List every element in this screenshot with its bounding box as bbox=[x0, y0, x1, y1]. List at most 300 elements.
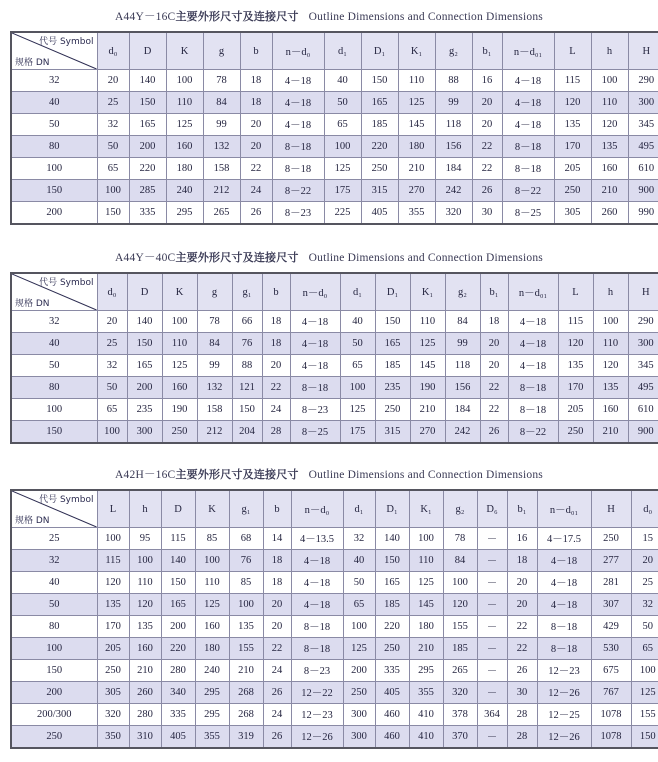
table-cell: 22 bbox=[480, 399, 508, 421]
table-cell: 140 bbox=[375, 528, 409, 550]
table-title-cn-1: 主要外形尺寸及连接尺寸 bbox=[175, 10, 299, 23]
table-cell: 4－18 bbox=[290, 311, 340, 333]
table-cell: 355 bbox=[409, 682, 443, 704]
table-cell: 8－22 bbox=[502, 180, 554, 202]
table-cell: 265 bbox=[443, 660, 477, 682]
table-cell: 18 bbox=[507, 550, 537, 572]
row-spec-dn: 200/300 bbox=[11, 704, 97, 726]
table-cell: 50 bbox=[631, 616, 658, 638]
table-cell: 265 bbox=[203, 202, 240, 225]
table-cell: 100 bbox=[97, 421, 127, 444]
table-cell: 8－25 bbox=[290, 421, 340, 444]
table-row bbox=[11, 114, 658, 136]
row-spec-dn: 100 bbox=[11, 158, 97, 180]
table-cell: 4－18 bbox=[272, 70, 324, 92]
table-cell: 378 bbox=[443, 704, 477, 726]
table-cell: 8－18 bbox=[508, 399, 558, 421]
table-cell: － bbox=[477, 726, 507, 749]
table-cell: 26 bbox=[240, 202, 272, 225]
table-cell: 18 bbox=[262, 311, 290, 333]
table-cell: 22 bbox=[262, 377, 290, 399]
table-cell: 18 bbox=[240, 92, 272, 114]
table-cell: 335 bbox=[375, 660, 409, 682]
table-row bbox=[11, 180, 658, 202]
table-cell: 20 bbox=[263, 594, 291, 616]
table-row bbox=[11, 202, 658, 225]
table-cell: 315 bbox=[375, 421, 410, 444]
table-cell: 20 bbox=[240, 136, 272, 158]
table-cell: 250 bbox=[375, 638, 409, 660]
table-cell: 22 bbox=[472, 136, 502, 158]
table-cell: 125 bbox=[195, 594, 229, 616]
table-cell: 1078 bbox=[591, 726, 631, 749]
row-spec-dn: 100 bbox=[11, 399, 97, 421]
table-cell: 675 bbox=[591, 660, 631, 682]
column-header: g₂ bbox=[443, 490, 477, 528]
table-title-en-1: Outline Dimensions and Connection Dimensions bbox=[308, 11, 543, 23]
dimensions-table-2 bbox=[10, 272, 658, 444]
column-header: n－d₀₁ bbox=[508, 273, 558, 311]
table-cell: 8－18 bbox=[291, 638, 343, 660]
column-header: n－d₀ bbox=[290, 273, 340, 311]
table-cell: 305 bbox=[97, 682, 129, 704]
table-section-2 bbox=[0, 225, 658, 444]
header-row bbox=[11, 273, 658, 311]
table-cell: 26 bbox=[507, 660, 537, 682]
table-cell: 155 bbox=[229, 638, 263, 660]
column-header: D bbox=[127, 273, 162, 311]
table-cell: 20 bbox=[480, 355, 508, 377]
table-cell: 20 bbox=[262, 355, 290, 377]
column-header: K bbox=[162, 273, 197, 311]
table-cell: 76 bbox=[232, 333, 262, 355]
table-cell: 50 bbox=[340, 333, 375, 355]
table-cell: 32 bbox=[97, 114, 129, 136]
table-cell: 158 bbox=[203, 158, 240, 180]
row-spec-dn: 80 bbox=[11, 377, 97, 399]
table-cell: 24 bbox=[263, 660, 291, 682]
table-cell: 8－18 bbox=[272, 158, 324, 180]
table-cell: － bbox=[477, 616, 507, 638]
table-cell: 18 bbox=[480, 311, 508, 333]
table-cell: 20 bbox=[472, 92, 502, 114]
table-cell: 160 bbox=[162, 377, 197, 399]
table-row bbox=[11, 70, 658, 92]
table-cell: 8－22 bbox=[508, 421, 558, 444]
table-cell: 364 bbox=[477, 704, 507, 726]
table-cell: 320 bbox=[443, 682, 477, 704]
table-row bbox=[11, 355, 658, 377]
table-cell: 200 bbox=[127, 377, 162, 399]
table-cell: 184 bbox=[435, 158, 472, 180]
table-section-3 bbox=[0, 444, 658, 749]
column-header: d₀ bbox=[631, 490, 658, 528]
table-head-1 bbox=[11, 32, 658, 70]
table-cell: 160 bbox=[593, 399, 628, 421]
table-cell: 335 bbox=[161, 704, 195, 726]
table-cell: 65 bbox=[97, 399, 127, 421]
column-header: g₁ bbox=[232, 273, 262, 311]
table-cell: 240 bbox=[166, 180, 203, 202]
table-cell: 4－18 bbox=[290, 355, 340, 377]
table-cell: 20 bbox=[97, 311, 127, 333]
column-header: b bbox=[240, 32, 272, 70]
table-cell: 8－18 bbox=[537, 616, 591, 638]
table-cell: 210 bbox=[593, 421, 628, 444]
table-cell: 16 bbox=[472, 70, 502, 92]
table-cell: 18 bbox=[263, 572, 291, 594]
table-cell: 110 bbox=[591, 92, 628, 114]
table-cell: 8－22 bbox=[272, 180, 324, 202]
table-cell: 100 bbox=[166, 70, 203, 92]
column-header: d₁ bbox=[340, 273, 375, 311]
table-cell: 530 bbox=[591, 638, 631, 660]
table-cell: 20 bbox=[480, 333, 508, 355]
table-cell: 22 bbox=[240, 158, 272, 180]
table-cell: 300 bbox=[127, 421, 162, 444]
table-cell: 370 bbox=[443, 726, 477, 749]
table-cell: 170 bbox=[97, 616, 129, 638]
table-cell: 184 bbox=[445, 399, 480, 421]
table-cell: 160 bbox=[129, 638, 161, 660]
table-cell: 155 bbox=[631, 704, 658, 726]
table-cell: 4－18 bbox=[290, 333, 340, 355]
table-section-1 bbox=[0, 0, 658, 225]
row-spec-dn: 200 bbox=[11, 202, 97, 225]
table-cell: 150 bbox=[361, 70, 398, 92]
table-cell: 100 bbox=[343, 616, 375, 638]
table-cell: 20 bbox=[507, 572, 537, 594]
table-title-code-3: A42H－16C bbox=[115, 469, 176, 481]
table-cell: 125 bbox=[162, 355, 197, 377]
table-cell: 495 bbox=[628, 377, 658, 399]
column-header: L bbox=[97, 490, 129, 528]
table-cell: 4－18 bbox=[537, 550, 591, 572]
table-cell: 20 bbox=[240, 114, 272, 136]
table-head-2 bbox=[11, 273, 658, 311]
table-cell: 99 bbox=[203, 114, 240, 136]
table-row bbox=[11, 158, 658, 180]
table-cell: － bbox=[477, 638, 507, 660]
table-cell: 4－18 bbox=[291, 550, 343, 572]
row-spec-dn: 150 bbox=[11, 660, 97, 682]
table-cell: － bbox=[477, 660, 507, 682]
table-cell: 16 bbox=[507, 528, 537, 550]
table-cell: 22 bbox=[480, 377, 508, 399]
table-cell: 210 bbox=[591, 180, 628, 202]
table-cell: 78 bbox=[443, 528, 477, 550]
table-head-3 bbox=[11, 490, 658, 528]
table-cell: 270 bbox=[398, 180, 435, 202]
table-cell: 150 bbox=[375, 311, 410, 333]
table-cell: 32 bbox=[97, 355, 127, 377]
table-cell: 150 bbox=[161, 572, 195, 594]
table-cell: 295 bbox=[166, 202, 203, 225]
table-cell: 24 bbox=[262, 399, 290, 421]
table-cell: 405 bbox=[361, 202, 398, 225]
table-cell: 115 bbox=[97, 550, 129, 572]
table-cell: 120 bbox=[591, 114, 628, 136]
table-cell: 315 bbox=[361, 180, 398, 202]
table-cell: － bbox=[477, 550, 507, 572]
table-cell: 125 bbox=[409, 572, 443, 594]
table-cell: 205 bbox=[554, 158, 591, 180]
table-cell: 250 bbox=[97, 660, 129, 682]
table-cell: 295 bbox=[409, 660, 443, 682]
table-cell: 12－26 bbox=[537, 726, 591, 749]
table-cell: 280 bbox=[129, 704, 161, 726]
column-header: b₁ bbox=[472, 32, 502, 70]
header-corner-cell bbox=[11, 32, 97, 70]
table-cell: 250 bbox=[162, 421, 197, 444]
table-title-code-1: A44Y－16C bbox=[115, 11, 176, 23]
table-cell: 24 bbox=[240, 180, 272, 202]
row-spec-dn: 100 bbox=[11, 638, 97, 660]
column-header: n－d₀₁ bbox=[502, 32, 554, 70]
header-corner-cell bbox=[11, 490, 97, 528]
table-cell: 30 bbox=[507, 682, 537, 704]
table-cell: 140 bbox=[127, 311, 162, 333]
table-cell: 99 bbox=[197, 355, 232, 377]
table-cell: 900 bbox=[628, 421, 658, 444]
table-cell: 120 bbox=[593, 355, 628, 377]
table-cell: 268 bbox=[229, 704, 263, 726]
table-cell: 8－25 bbox=[502, 202, 554, 225]
table-cell: 145 bbox=[398, 114, 435, 136]
table-cell: 156 bbox=[435, 136, 472, 158]
table-cell: 20 bbox=[507, 594, 537, 616]
table-cell: 85 bbox=[229, 572, 263, 594]
row-spec-dn: 32 bbox=[11, 311, 97, 333]
table-cell: 110 bbox=[166, 92, 203, 114]
table-cell: 8－18 bbox=[291, 616, 343, 638]
column-header: g₂ bbox=[435, 32, 472, 70]
table-cell: 12－26 bbox=[291, 726, 343, 749]
row-spec-dn: 32 bbox=[11, 550, 97, 572]
table-cell: 8－23 bbox=[272, 202, 324, 225]
column-header: g bbox=[197, 273, 232, 311]
table-cell: 125 bbox=[324, 158, 361, 180]
table-cell: 28 bbox=[262, 421, 290, 444]
column-header: D₁ bbox=[375, 490, 409, 528]
table-cell: 155 bbox=[443, 616, 477, 638]
table-cell: － bbox=[477, 682, 507, 704]
table-cell: 290 bbox=[628, 311, 658, 333]
table-cell: 281 bbox=[591, 572, 631, 594]
table-cell: 135 bbox=[229, 616, 263, 638]
table-cell: 260 bbox=[129, 682, 161, 704]
table-cell: 100 bbox=[631, 660, 658, 682]
table-cell: 120 bbox=[129, 594, 161, 616]
column-header: g bbox=[203, 32, 240, 70]
table-cell: 18 bbox=[262, 333, 290, 355]
table-title-cn-3: 主要外形尺寸及连接尺寸 bbox=[175, 468, 299, 481]
corner-spec-label: 规格 DN bbox=[15, 58, 50, 68]
table-cell: － bbox=[477, 528, 507, 550]
table-cell: 212 bbox=[197, 421, 232, 444]
table-cell: 150 bbox=[375, 550, 409, 572]
table-cell: 22 bbox=[507, 638, 537, 660]
table-cell: 242 bbox=[445, 421, 480, 444]
table-row bbox=[11, 333, 658, 355]
table-cell: 4－18 bbox=[502, 70, 554, 92]
table-cell: 180 bbox=[166, 158, 203, 180]
table-cell: 28 bbox=[507, 726, 537, 749]
table-cell: 4－18 bbox=[272, 114, 324, 136]
column-header: d₀ bbox=[97, 32, 129, 70]
table-cell: 125 bbox=[166, 114, 203, 136]
table-cell: 355 bbox=[195, 726, 229, 749]
table-cell: 4－18 bbox=[272, 92, 324, 114]
table-cell: 100 bbox=[591, 70, 628, 92]
table-title-2 bbox=[10, 249, 648, 265]
table-cell: 26 bbox=[480, 421, 508, 444]
table-cell: 118 bbox=[435, 114, 472, 136]
table-cell: 110 bbox=[593, 333, 628, 355]
row-spec-dn: 25 bbox=[11, 528, 97, 550]
row-spec-dn: 32 bbox=[11, 70, 97, 92]
table-cell: 4－18 bbox=[508, 311, 558, 333]
table-cell: 140 bbox=[129, 70, 166, 92]
table-cell: 30 bbox=[472, 202, 502, 225]
table-cell: 320 bbox=[97, 704, 129, 726]
table-cell: 100 bbox=[97, 180, 129, 202]
table-cell: 205 bbox=[97, 638, 129, 660]
table-cell: 990 bbox=[628, 202, 658, 225]
table-cell: 220 bbox=[129, 158, 166, 180]
table-row bbox=[11, 660, 658, 682]
table-cell: 460 bbox=[375, 704, 409, 726]
table-cell: 295 bbox=[195, 682, 229, 704]
table-cell: 4－18 bbox=[508, 333, 558, 355]
table-row bbox=[11, 704, 658, 726]
table-cell: 100 bbox=[129, 550, 161, 572]
column-header: d₀ bbox=[97, 273, 127, 311]
table-cell: 84 bbox=[445, 311, 480, 333]
table-cell: 65 bbox=[343, 594, 375, 616]
table-cell: 12－22 bbox=[291, 682, 343, 704]
table-row bbox=[11, 92, 658, 114]
table-cell: 115 bbox=[161, 528, 195, 550]
table-cell: 115 bbox=[554, 70, 591, 92]
table-cell: 15 bbox=[631, 528, 658, 550]
table-cell: 8－18 bbox=[502, 158, 554, 180]
table-cell: 160 bbox=[591, 158, 628, 180]
row-spec-dn: 150 bbox=[11, 180, 97, 202]
table-title-en-3: Outline Dimensions and Connection Dimensions bbox=[308, 469, 543, 481]
table-cell: 115 bbox=[558, 311, 593, 333]
row-spec-dn: 250 bbox=[11, 726, 97, 749]
table-cell: 14 bbox=[263, 528, 291, 550]
table-cell: 210 bbox=[409, 638, 443, 660]
row-spec-dn: 150 bbox=[11, 421, 97, 444]
table-cell: 50 bbox=[97, 136, 129, 158]
table-cell: 100 bbox=[593, 311, 628, 333]
table-cell: 277 bbox=[591, 550, 631, 572]
table-cell: 65 bbox=[631, 638, 658, 660]
table-cell: 185 bbox=[443, 638, 477, 660]
table-title-1 bbox=[10, 8, 648, 24]
table-cell: 190 bbox=[162, 399, 197, 421]
table-cell: 204 bbox=[232, 421, 262, 444]
table-cell: 165 bbox=[375, 572, 409, 594]
table-cell: 24 bbox=[263, 704, 291, 726]
column-header: H bbox=[628, 273, 658, 311]
table-cell: 20 bbox=[472, 114, 502, 136]
table-cell: 610 bbox=[628, 399, 658, 421]
table-cell: 25 bbox=[97, 333, 127, 355]
row-spec-dn: 50 bbox=[11, 594, 97, 616]
table-cell: 150 bbox=[127, 333, 162, 355]
table-cell: 140 bbox=[161, 550, 195, 572]
row-spec-dn: 50 bbox=[11, 114, 97, 136]
table-cell: 95 bbox=[129, 528, 161, 550]
row-spec-dn: 40 bbox=[11, 572, 97, 594]
table-cell: 8－18 bbox=[508, 377, 558, 399]
table-cell: 100 bbox=[324, 136, 361, 158]
table-cell: 84 bbox=[203, 92, 240, 114]
column-header: K₁ bbox=[398, 32, 435, 70]
row-spec-dn: 40 bbox=[11, 92, 97, 114]
table-cell: 170 bbox=[554, 136, 591, 158]
table-cell: 242 bbox=[435, 180, 472, 202]
table-cell: 200 bbox=[129, 136, 166, 158]
table-cell: 145 bbox=[409, 594, 443, 616]
table-cell: 210 bbox=[229, 660, 263, 682]
table-cell: 120 bbox=[558, 333, 593, 355]
table-cell: 12－23 bbox=[537, 660, 591, 682]
table-row bbox=[11, 136, 658, 158]
table-cell: 110 bbox=[129, 572, 161, 594]
column-header: h bbox=[591, 32, 628, 70]
table-cell: 307 bbox=[591, 594, 631, 616]
row-spec-dn: 80 bbox=[11, 136, 97, 158]
table-cell: 150 bbox=[232, 399, 262, 421]
table-cell: 8－18 bbox=[290, 377, 340, 399]
table-cell: 305 bbox=[554, 202, 591, 225]
header-row bbox=[11, 32, 658, 70]
column-header: K₁ bbox=[410, 273, 445, 311]
table-cell: 610 bbox=[628, 158, 658, 180]
table-cell: 100 bbox=[443, 572, 477, 594]
table-cell: 4－18 bbox=[537, 594, 591, 616]
table-cell: 165 bbox=[129, 114, 166, 136]
table-cell: 132 bbox=[197, 377, 232, 399]
table-row bbox=[11, 638, 658, 660]
table-cell: 300 bbox=[628, 92, 658, 114]
table-cell: 180 bbox=[409, 616, 443, 638]
column-header: H bbox=[628, 32, 658, 70]
table-cell: 225 bbox=[324, 202, 361, 225]
table-cell: 150 bbox=[129, 92, 166, 114]
table-cell: 320 bbox=[435, 202, 472, 225]
table-cell: 185 bbox=[375, 355, 410, 377]
table-cell: 84 bbox=[443, 550, 477, 572]
table-cell: 285 bbox=[129, 180, 166, 202]
table-cell: 135 bbox=[97, 594, 129, 616]
table-cell: 300 bbox=[628, 333, 658, 355]
table-cell: 110 bbox=[195, 572, 229, 594]
table-cell: 12－25 bbox=[537, 704, 591, 726]
table-cell: 180 bbox=[398, 136, 435, 158]
table-cell: 290 bbox=[628, 70, 658, 92]
table-cell: 355 bbox=[398, 202, 435, 225]
column-header: n－d₀ bbox=[272, 32, 324, 70]
table-cell: 100 bbox=[409, 528, 443, 550]
column-header: D bbox=[161, 490, 195, 528]
table-cell: 4－18 bbox=[502, 114, 554, 136]
table-cell: 100 bbox=[97, 528, 129, 550]
